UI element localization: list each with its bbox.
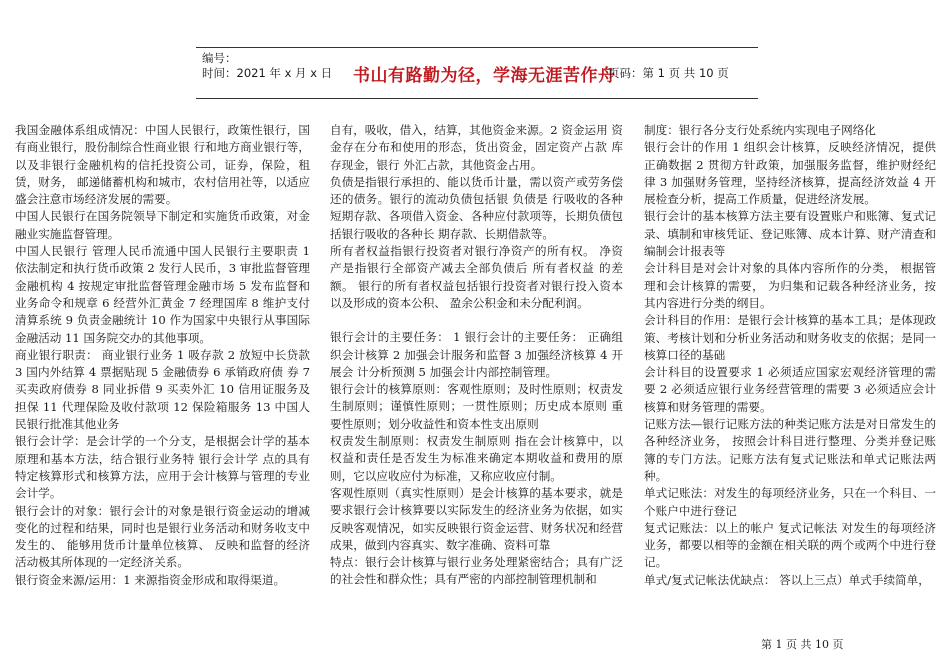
paragraph: 会计科目的设置要求 1 必须适应国家宏观经济管理的需要 2 必须适应银行业务经营管理的需要 3 必须适应会计核算和财务管理的需要。 [644, 365, 936, 414]
paragraph: 银行会计学：是会计学的一个分支，是根据会计学的基本原理和基本方法，结合银行业务特 银行会计学 点的具有特定核算形式和核算方法，应用于会计核算与管理的专业会计学。 [15, 434, 310, 501]
paragraph: 单式记账法：对发生的每项经济业务，只在一个科目、一个账户中进行登记 [644, 486, 936, 518]
paragraph: 特点：银行会计核算与银行业务处理紧密结合；具有广泛的社会性和群众性；具有严密的内部控制管理机制和 [330, 555, 623, 587]
text-column-1 [15, 122, 310, 589]
text-column-3 [644, 122, 936, 589]
paragraph-gap [330, 312, 623, 329]
paragraph: 客观性原则（真实性原则）是会计核算的基本要求，就是要求银行会计核算要以实际发生的经济业务为依据，如实反映客观情况，如实反映银行资金运营、财务状况和经营成果，做到内容真实、数字准确、资料可靠 [330, 485, 623, 552]
paragraph: 权责发生制原则：权责发生制原则 指在会计核算中，以权益和责任是否发生为标准来确定本期收益和费用的原则，它以应收应付为标准，又称应收应付制。 [330, 434, 623, 483]
paragraph: 银行会计的主要任务： 1 银行会计的主要任务： 正确组织会计核算 2 加强会计服务和监督 3 加强经济核算 4 开展会 计分析预测 5 加强会计内部控制管理。 [330, 330, 623, 379]
paragraph: 银行会计的作用 1 组织会计核算，反映经济情况，提供正确数据 2 贯彻方针政策，加强服务监督，维护财经纪律 3 加强财务管理，坚持经济核算，提高经济效益 4 开展检查分析，提高工作质量，促进经济发展。 [644, 140, 936, 207]
paragraph: 复式记账法：以上的帐户 复式记帐法 对发生的每项经济业务，都要以相等的金额在相关联的两个或两个中进行登记。 [644, 520, 936, 570]
paragraph: 会计科目的作用：是银行会计核算的基本工具；是体现政策、考核计划和分析业务活动和财务收支的依据；是同一核算口径的基础 [644, 313, 936, 362]
paragraph: 记账方法—银行记账方法的种类记账方法是对日常发生的各种经济业务， 按照会计科目进行整理、分类并登记账簿的专门方法。记账方法有复式记账法和单式记账法两种。 [644, 417, 936, 483]
paragraph: 所有者权益指银行投资者对银行净资产的所有权。 净资产是指银行全部资产减去全部负债后 所有者权益 的差额。 银行的所有者权益包括银行投资者对银行投入资本以及形成的资本公积、 盈余公积金和未分配利润。 [330, 244, 623, 310]
time-label: 时间：2021 年 x 月 x 日 [202, 66, 333, 80]
paragraph: 负债是指银行承担的、能以货币计量，需以资产或劳务偿还的债务。银行的流动负债包括银 负债是 行吸收的各种短期存款、各项借入资金、各种应付款项等，长期负债包括银行吸收的各种长 期存款、长期借款等。 [330, 174, 623, 241]
paragraph: 制度：银行各分支行处系统内实现电子网络化 [644, 123, 876, 137]
header-motto: 书山有路勤为径，学海无涯苦作舟 [353, 66, 616, 86]
paragraph: 会计科目是对会计对象的具体内容所作的分类， 根据管理和会计核算的需要， 为归集和记载各种经济业务，按其内容进行分类的纲目。 [644, 261, 936, 310]
paragraph: 我国金融体系组成情况：中国人民银行，政策性银行，国有商业银行，股份制综合性商业银 行和地方商业银行等，以及非银行金融机构的信托投资公司，证券，保险，租赁，财务， 邮递储蓄机构和城市，农村信用社等，以适应盛会注意市场经济发展的需要。 [15, 123, 310, 207]
paragraph: 单式/复式记帐法优缺点： 答以上三点）单式手续简单， [644, 572, 930, 587]
paragraph: 自有，吸收，借入，结算，其他资金来源。2 资金运用 资金存在分布和使用的形态，货出资金，固定资产占款 库存现金，银行 外汇占款，其他资金占用。 [330, 123, 623, 172]
paragraph: 银行资金来源/运用：1 来源指资金形成和取得渠道。 [15, 572, 286, 587]
paragraph: 银行会计的基本核算方法主要有设置账户和账簿、复式记录、填制和审核凭证、登记账簿、成本计算、财产清查和编制会计报表等 [644, 209, 936, 259]
page-header [196, 47, 758, 99]
paragraph: 中国人民银行在国务院领导下制定和实施货币政策，对金融业实施监督管理。 [15, 209, 310, 241]
header-page-info: 页码：第 1 页 共 10 页 [608, 66, 729, 80]
text-column-2 [330, 122, 623, 589]
header-meta [202, 51, 332, 81]
paragraph: 商业银行职责： 商业银行业务 1 吸存款 2 放短中长贷款 3 国内外结算 4 票据贴现 5 金融债券 6 承销政府债 券 7 买卖政府债券 8 同业拆借 9 买卖外汇 10 信用证服务及担保 11 代理保险及收付款项 12 保险箱服务 13 中国人民银行批准其他业务 [15, 347, 310, 432]
header-bottom-rule [196, 98, 758, 99]
paragraph: 中国人民银行 管理人民币流通中国人民银行主要职责 1 依法制定和执行货币政策 2 发行人民币，3 审批监督管理金融机构 4 按规定审批监督管理金融市场 5 发布监督和业务命令和规章 6 经营外汇黄金 7 经理国库 8 维护支付清算系统 9 负责金融统计 10 作为国家中央银行从事国际金融活动 11 国务院交办的其他事项。 [15, 244, 310, 345]
paragraph: 银行会计的对象：银行会计的对象是银行资金运动的增减变化的过程和结果，同时也是银行业务活动和财务收支中发生的、 能够用货币计量单位核算、 反映和监督的经济活动极其所体现的一定经济关系。 [15, 503, 310, 570]
paragraph: 银行会计的核算原则：客观性原则；及时性原则；权责发生制原则；谨慎性原则；一贯性原则；历史成本原则 重要性原则；划分收益性和资本性支出原则 [330, 382, 623, 431]
header-top-rule [196, 47, 758, 48]
page-footer: 第 1 页 共 10 页 [761, 638, 844, 651]
number-label: 编号： [202, 51, 237, 65]
